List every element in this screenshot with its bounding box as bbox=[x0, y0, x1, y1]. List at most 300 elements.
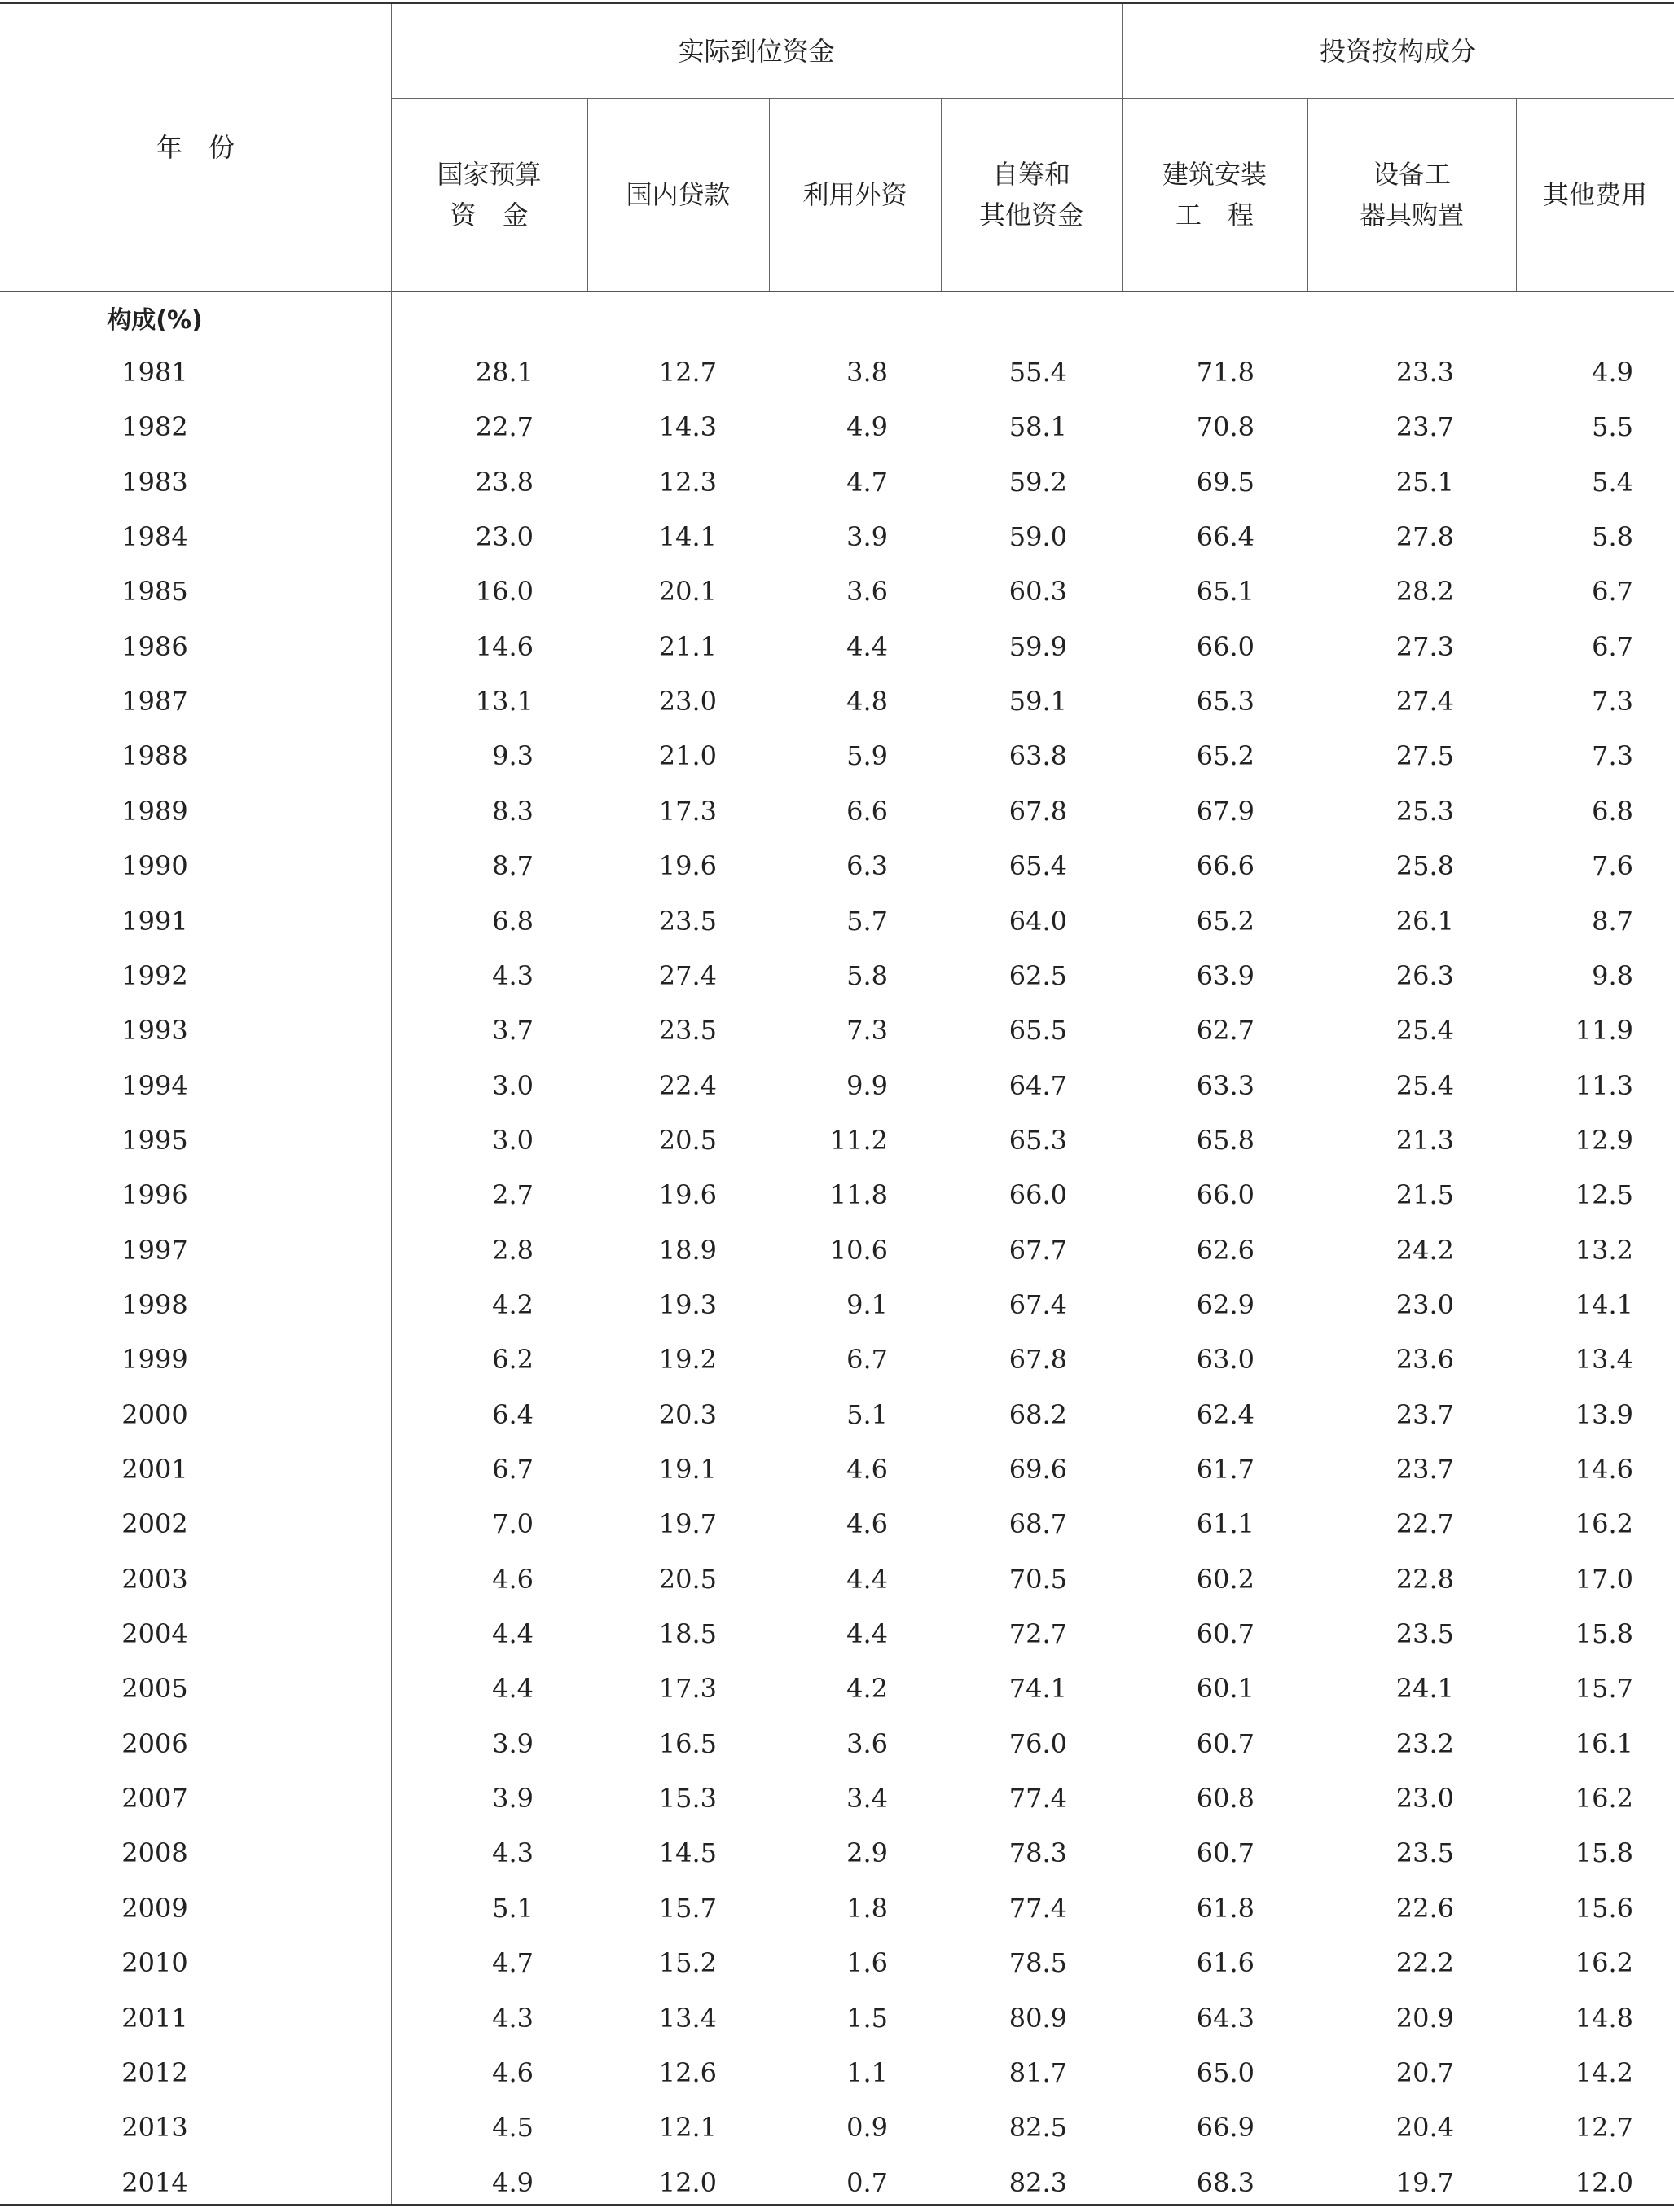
value-cell: 4.4 bbox=[846, 630, 888, 662]
value-cell: 5.8 bbox=[846, 959, 888, 991]
value-cell: 9.3 bbox=[492, 740, 534, 772]
value-cell: 14.3 bbox=[658, 411, 717, 443]
year-cell: 1983 bbox=[121, 466, 188, 498]
value-cell: 3.8 bbox=[846, 357, 888, 388]
value-cell: 82.3 bbox=[1008, 2166, 1067, 2198]
value-cell: 27.8 bbox=[1395, 521, 1454, 553]
header-bottom-rule bbox=[0, 291, 1674, 292]
value-cell: 23.6 bbox=[1395, 1344, 1454, 1376]
value-cell: 23.0 bbox=[1395, 1783, 1454, 1815]
value-cell: 1.1 bbox=[846, 2056, 888, 2088]
value-cell: 19.2 bbox=[658, 1344, 717, 1376]
value-cell: 6.6 bbox=[846, 795, 888, 827]
value-cell: 27.5 bbox=[1395, 740, 1454, 772]
value-cell: 12.1 bbox=[658, 2112, 717, 2144]
value-cell: 59.0 bbox=[1008, 521, 1067, 553]
value-cell: 14.1 bbox=[658, 521, 717, 553]
year-cell: 2012 bbox=[121, 2056, 188, 2088]
value-cell: 23.5 bbox=[658, 905, 717, 937]
value-cell: 63.3 bbox=[1196, 1069, 1254, 1101]
year-cell: 2006 bbox=[121, 1727, 188, 1759]
value-cell: 13.1 bbox=[475, 686, 534, 718]
value-cell: 66.0 bbox=[1196, 1179, 1254, 1211]
value-cell: 66.9 bbox=[1196, 2112, 1254, 2144]
value-cell: 67.7 bbox=[1008, 1234, 1067, 1266]
table-row bbox=[0, 1826, 1674, 1881]
value-cell: 6.7 bbox=[492, 1454, 534, 1485]
value-cell: 9.9 bbox=[846, 1069, 888, 1101]
value-cell: 4.5 bbox=[492, 2112, 534, 2144]
year-cell: 2007 bbox=[121, 1783, 188, 1815]
column-header-equipment-purchase: 设备工 器具购置 bbox=[1359, 158, 1464, 230]
value-cell: 66.0 bbox=[1196, 630, 1254, 662]
table-row bbox=[0, 510, 1674, 564]
value-cell: 15.7 bbox=[658, 1892, 717, 1924]
value-cell: 6.7 bbox=[1592, 630, 1633, 662]
value-cell: 4.9 bbox=[492, 2166, 534, 2198]
year-header: 年 份 bbox=[156, 132, 235, 163]
value-cell: 4.3 bbox=[492, 2002, 534, 2034]
value-cell: 12.9 bbox=[1575, 1124, 1633, 1156]
value-cell: 15.6 bbox=[1575, 1892, 1633, 1924]
value-cell: 16.1 bbox=[1575, 1727, 1633, 1759]
value-cell: 14.2 bbox=[1575, 2056, 1633, 2088]
value-cell: 3.7 bbox=[492, 1015, 534, 1047]
year-cell: 2004 bbox=[121, 1618, 188, 1650]
value-cell: 23.2 bbox=[1395, 1727, 1454, 1759]
value-cell: 4.3 bbox=[492, 959, 534, 991]
value-cell: 3.0 bbox=[492, 1069, 534, 1101]
value-cell: 69.5 bbox=[1196, 466, 1254, 498]
value-cell: 23.5 bbox=[1395, 1618, 1454, 1650]
value-cell: 16.2 bbox=[1575, 1783, 1633, 1815]
value-cell: 22.2 bbox=[1395, 1947, 1454, 1979]
value-cell: 8.3 bbox=[492, 795, 534, 827]
value-cell: 61.1 bbox=[1196, 1508, 1254, 1540]
year-cell: 2010 bbox=[121, 1947, 188, 1979]
table-row bbox=[0, 620, 1674, 674]
value-cell: 23.5 bbox=[658, 1015, 717, 1047]
table-row bbox=[0, 455, 1674, 510]
value-cell: 21.1 bbox=[658, 630, 717, 662]
value-cell: 62.9 bbox=[1196, 1288, 1254, 1320]
value-cell: 1.8 bbox=[846, 1892, 888, 1924]
table-row bbox=[0, 1717, 1674, 1771]
value-cell: 55.4 bbox=[1008, 357, 1067, 388]
table-row bbox=[0, 1113, 1674, 1168]
table-row bbox=[0, 949, 1674, 1003]
table-row bbox=[0, 1278, 1674, 1332]
value-cell: 13.4 bbox=[1575, 1344, 1633, 1376]
value-cell: 23.3 bbox=[1395, 357, 1454, 388]
value-cell: 60.3 bbox=[1008, 576, 1067, 608]
column-header-domestic-loans: 国内贷款 bbox=[626, 178, 731, 210]
value-cell: 27.4 bbox=[1395, 686, 1454, 718]
value-cell: 16.2 bbox=[1575, 1947, 1633, 1979]
value-cell: 65.8 bbox=[1196, 1124, 1254, 1156]
value-cell: 12.7 bbox=[658, 357, 717, 388]
table-row bbox=[0, 2046, 1674, 2100]
value-cell: 12.7 bbox=[1575, 2112, 1633, 2144]
value-cell: 63.0 bbox=[1196, 1344, 1254, 1376]
value-cell: 27.4 bbox=[658, 959, 717, 991]
value-cell: 21.5 bbox=[1395, 1179, 1454, 1211]
value-cell: 24.2 bbox=[1395, 1234, 1454, 1266]
value-cell: 62.7 bbox=[1196, 1015, 1254, 1047]
year-cell: 1996 bbox=[121, 1179, 188, 1211]
value-cell: 25.8 bbox=[1395, 850, 1454, 882]
value-cell: 20.4 bbox=[1395, 2112, 1454, 2144]
value-cell: 11.9 bbox=[1575, 1015, 1633, 1047]
value-cell: 1.5 bbox=[846, 2002, 888, 2034]
value-cell: 58.1 bbox=[1008, 411, 1067, 443]
value-cell: 59.2 bbox=[1008, 466, 1067, 498]
value-cell: 74.1 bbox=[1008, 1673, 1067, 1705]
value-cell: 1.6 bbox=[846, 1947, 888, 1979]
value-cell: 7.3 bbox=[1592, 686, 1633, 718]
value-cell: 23.7 bbox=[1395, 1398, 1454, 1430]
value-cell: 63.9 bbox=[1196, 959, 1254, 991]
value-cell: 4.4 bbox=[492, 1618, 534, 1650]
value-cell: 68.2 bbox=[1008, 1398, 1067, 1430]
value-cell: 14.8 bbox=[1575, 2002, 1633, 2034]
table-row bbox=[0, 1607, 1674, 1661]
column-header-self-raised-funds: 自筹和 其他资金 bbox=[978, 158, 1083, 230]
value-cell: 6.4 bbox=[492, 1398, 534, 1430]
value-cell: 8.7 bbox=[1592, 905, 1633, 937]
value-cell: 64.0 bbox=[1008, 905, 1067, 937]
value-cell: 20.5 bbox=[658, 1124, 717, 1156]
table-row bbox=[0, 894, 1674, 949]
value-cell: 15.2 bbox=[658, 1947, 717, 1979]
value-cell: 21.0 bbox=[658, 740, 717, 772]
year-cell: 1999 bbox=[121, 1344, 188, 1376]
value-cell: 59.9 bbox=[1008, 630, 1067, 662]
table-row bbox=[0, 1991, 1674, 2046]
value-cell: 4.7 bbox=[492, 1947, 534, 1979]
table-row bbox=[0, 2100, 1674, 2155]
value-cell: 65.3 bbox=[1008, 1124, 1067, 1156]
column-header-construction-installation: 建筑安装 工 程 bbox=[1162, 158, 1267, 230]
value-cell: 19.6 bbox=[658, 1179, 717, 1211]
value-cell: 18.9 bbox=[658, 1234, 717, 1266]
value-cell: 23.0 bbox=[475, 521, 534, 553]
value-cell: 23.7 bbox=[1395, 1454, 1454, 1485]
value-cell: 59.1 bbox=[1008, 686, 1067, 718]
year-cell: 2000 bbox=[121, 1398, 188, 1430]
value-cell: 60.7 bbox=[1196, 1727, 1254, 1759]
value-cell: 23.0 bbox=[658, 686, 717, 718]
value-cell: 22.7 bbox=[1395, 1508, 1454, 1540]
column-header-foreign-investment: 利用外资 bbox=[802, 178, 907, 210]
value-cell: 24.1 bbox=[1395, 1673, 1454, 1705]
year-cell: 1997 bbox=[121, 1234, 188, 1266]
value-cell: 4.2 bbox=[846, 1673, 888, 1705]
year-cell: 2005 bbox=[121, 1673, 188, 1705]
value-cell: 60.7 bbox=[1196, 1837, 1254, 1869]
value-cell: 15.7 bbox=[1575, 1673, 1633, 1705]
value-cell: 26.3 bbox=[1395, 959, 1454, 991]
value-cell: 4.6 bbox=[846, 1454, 888, 1485]
value-cell: 65.5 bbox=[1008, 1015, 1067, 1047]
value-cell: 20.7 bbox=[1395, 2056, 1454, 2088]
value-cell: 68.7 bbox=[1008, 1508, 1067, 1540]
value-cell: 3.6 bbox=[846, 576, 888, 608]
column-header-other-expenses: 其他费用 bbox=[1542, 178, 1647, 210]
value-cell: 77.4 bbox=[1008, 1783, 1067, 1815]
table-row bbox=[0, 2156, 1674, 2210]
value-cell: 23.8 bbox=[475, 466, 534, 498]
value-cell: 16.0 bbox=[475, 576, 534, 608]
value-cell: 4.6 bbox=[846, 1508, 888, 1540]
value-cell: 62.6 bbox=[1196, 1234, 1254, 1266]
value-cell: 71.8 bbox=[1196, 357, 1254, 388]
value-cell: 27.3 bbox=[1395, 630, 1454, 662]
year-cell: 1985 bbox=[121, 576, 188, 608]
value-cell: 69.6 bbox=[1008, 1454, 1067, 1485]
value-cell: 28.1 bbox=[475, 357, 534, 388]
value-cell: 4.7 bbox=[846, 466, 888, 498]
table-row bbox=[0, 564, 1674, 619]
value-cell: 66.4 bbox=[1196, 521, 1254, 553]
value-cell: 70.5 bbox=[1008, 1563, 1067, 1595]
value-cell: 62.5 bbox=[1008, 959, 1067, 991]
year-cell: 1995 bbox=[121, 1124, 188, 1156]
value-cell: 65.0 bbox=[1196, 2056, 1254, 2088]
value-cell: 5.8 bbox=[1592, 521, 1633, 553]
value-cell: 20.1 bbox=[658, 576, 717, 608]
value-cell: 16.2 bbox=[1575, 1508, 1633, 1540]
table-row bbox=[0, 674, 1674, 729]
year-cell: 2003 bbox=[121, 1563, 188, 1595]
table-row bbox=[0, 1771, 1674, 1826]
table-row bbox=[0, 1552, 1674, 1607]
value-cell: 15.8 bbox=[1575, 1837, 1633, 1869]
value-cell: 67.9 bbox=[1196, 795, 1254, 827]
year-cell: 2009 bbox=[121, 1892, 188, 1924]
value-cell: 20.3 bbox=[658, 1398, 717, 1430]
value-cell: 28.2 bbox=[1395, 576, 1454, 608]
table-row bbox=[0, 400, 1674, 454]
value-cell: 3.6 bbox=[846, 1727, 888, 1759]
value-cell: 9.1 bbox=[846, 1288, 888, 1320]
year-cell: 1989 bbox=[121, 795, 188, 827]
year-cell: 2001 bbox=[121, 1454, 188, 1485]
value-cell: 15.8 bbox=[1575, 1618, 1633, 1650]
value-cell: 20.9 bbox=[1395, 2002, 1454, 2034]
value-cell: 3.9 bbox=[846, 521, 888, 553]
value-cell: 5.1 bbox=[846, 1398, 888, 1430]
value-cell: 4.8 bbox=[846, 686, 888, 718]
value-cell: 17.0 bbox=[1575, 1563, 1633, 1595]
value-cell: 76.0 bbox=[1008, 1727, 1067, 1759]
value-cell: 2.7 bbox=[492, 1179, 534, 1211]
year-cell: 1984 bbox=[121, 521, 188, 553]
value-cell: 60.8 bbox=[1196, 1783, 1254, 1815]
table-row bbox=[0, 1059, 1674, 1113]
year-cell: 1986 bbox=[121, 630, 188, 662]
year-cell: 2008 bbox=[121, 1837, 188, 1869]
year-cell: 1990 bbox=[121, 850, 188, 882]
table-row bbox=[0, 1881, 1674, 1936]
value-cell: 6.2 bbox=[492, 1344, 534, 1376]
value-cell: 6.8 bbox=[1592, 795, 1633, 827]
investment-composition-group-header: 投资按构成分 bbox=[1319, 35, 1476, 67]
year-cell: 1987 bbox=[121, 686, 188, 718]
value-cell: 22.4 bbox=[658, 1069, 717, 1101]
value-cell: 12.0 bbox=[1575, 2166, 1633, 2198]
value-cell: 6.7 bbox=[846, 1344, 888, 1376]
value-cell: 14.6 bbox=[1575, 1454, 1633, 1485]
value-cell: 61.8 bbox=[1196, 1892, 1254, 1924]
value-cell: 60.1 bbox=[1196, 1673, 1254, 1705]
value-cell: 19.7 bbox=[658, 1508, 717, 1540]
value-cell: 19.1 bbox=[658, 1454, 717, 1485]
value-cell: 26.1 bbox=[1395, 905, 1454, 937]
table-row bbox=[0, 1936, 1674, 1990]
value-cell: 22.8 bbox=[1395, 1563, 1454, 1595]
value-cell: 7.0 bbox=[492, 1508, 534, 1540]
value-cell: 6.7 bbox=[1592, 576, 1633, 608]
value-cell: 12.5 bbox=[1575, 1179, 1633, 1211]
value-cell: 61.6 bbox=[1196, 1947, 1254, 1979]
value-cell: 25.4 bbox=[1395, 1015, 1454, 1047]
value-cell: 70.8 bbox=[1196, 411, 1254, 443]
value-cell: 4.6 bbox=[492, 1563, 534, 1595]
table-row bbox=[0, 729, 1674, 783]
year-cell: 2014 bbox=[121, 2166, 188, 2198]
value-cell: 9.8 bbox=[1592, 959, 1633, 991]
table-row bbox=[0, 1442, 1674, 1497]
value-cell: 17.3 bbox=[658, 1673, 717, 1705]
value-cell: 23.5 bbox=[1395, 1837, 1454, 1869]
value-cell: 64.7 bbox=[1008, 1069, 1067, 1101]
value-cell: 68.3 bbox=[1196, 2166, 1254, 2198]
value-cell: 22.6 bbox=[1395, 1892, 1454, 1924]
year-cell: 2011 bbox=[121, 2002, 188, 2034]
table-row bbox=[0, 345, 1674, 400]
value-cell: 2.8 bbox=[492, 1234, 534, 1266]
value-cell: 10.6 bbox=[829, 1234, 888, 1266]
value-cell: 16.5 bbox=[658, 1727, 717, 1759]
value-cell: 19.6 bbox=[658, 850, 717, 882]
value-cell: 5.9 bbox=[846, 740, 888, 772]
value-cell: 66.6 bbox=[1196, 850, 1254, 882]
year-cell: 1998 bbox=[121, 1288, 188, 1320]
value-cell: 5.4 bbox=[1592, 466, 1633, 498]
value-cell: 14.1 bbox=[1575, 1288, 1633, 1320]
value-cell: 13.4 bbox=[658, 2002, 717, 2034]
value-cell: 5.5 bbox=[1592, 411, 1633, 443]
value-cell: 65.1 bbox=[1196, 576, 1254, 608]
year-cell: 1981 bbox=[121, 357, 188, 388]
value-cell: 3.4 bbox=[846, 1783, 888, 1815]
year-cell: 1992 bbox=[121, 959, 188, 991]
value-cell: 12.0 bbox=[658, 2166, 717, 2198]
value-cell: 0.7 bbox=[846, 2166, 888, 2198]
actual-funds-group-header: 实际到位资金 bbox=[678, 35, 835, 67]
value-cell: 82.5 bbox=[1008, 2112, 1067, 2144]
value-cell: 5.7 bbox=[846, 905, 888, 937]
value-cell: 4.3 bbox=[492, 1837, 534, 1869]
value-cell: 3.9 bbox=[492, 1727, 534, 1759]
value-cell: 13.2 bbox=[1575, 1234, 1633, 1266]
table-row bbox=[0, 1388, 1674, 1442]
value-cell: 77.4 bbox=[1008, 1892, 1067, 1924]
value-cell: 80.9 bbox=[1008, 2002, 1067, 2034]
value-cell: 14.6 bbox=[475, 630, 534, 662]
value-cell: 78.3 bbox=[1008, 1837, 1067, 1869]
value-cell: 63.8 bbox=[1008, 740, 1067, 772]
value-cell: 4.2 bbox=[492, 1288, 534, 1320]
table-row bbox=[0, 1003, 1674, 1058]
value-cell: 78.5 bbox=[1008, 1947, 1067, 1979]
value-cell: 17.3 bbox=[658, 795, 717, 827]
table-row bbox=[0, 784, 1674, 839]
value-cell: 18.5 bbox=[658, 1618, 717, 1650]
value-cell: 19.7 bbox=[1395, 2166, 1454, 2198]
value-cell: 4.9 bbox=[1592, 357, 1633, 388]
value-cell: 64.3 bbox=[1196, 2002, 1254, 2034]
value-cell: 4.4 bbox=[846, 1563, 888, 1595]
value-cell: 61.7 bbox=[1196, 1454, 1254, 1485]
value-cell: 13.9 bbox=[1575, 1398, 1633, 1430]
value-cell: 25.3 bbox=[1395, 795, 1454, 827]
value-cell: 81.7 bbox=[1008, 2056, 1067, 2088]
value-cell: 8.7 bbox=[492, 850, 534, 882]
value-cell: 60.2 bbox=[1196, 1563, 1254, 1595]
value-cell: 67.8 bbox=[1008, 795, 1067, 827]
value-cell: 7.3 bbox=[846, 1015, 888, 1047]
value-cell: 65.4 bbox=[1008, 850, 1067, 882]
value-cell: 14.5 bbox=[658, 1837, 717, 1869]
value-cell: 72.7 bbox=[1008, 1618, 1067, 1650]
value-cell: 65.2 bbox=[1196, 905, 1254, 937]
table-row bbox=[0, 1332, 1674, 1387]
value-cell: 4.4 bbox=[846, 1618, 888, 1650]
value-cell: 7.6 bbox=[1592, 850, 1633, 882]
value-cell: 21.3 bbox=[1395, 1124, 1454, 1156]
table-row bbox=[0, 1497, 1674, 1551]
year-cell: 1994 bbox=[121, 1069, 188, 1101]
value-cell: 66.0 bbox=[1008, 1179, 1067, 1211]
value-cell: 5.1 bbox=[492, 1892, 534, 1924]
value-cell: 60.7 bbox=[1196, 1618, 1254, 1650]
value-cell: 23.7 bbox=[1395, 411, 1454, 443]
column-header-state-budget: 国家预算 资 金 bbox=[437, 158, 542, 230]
value-cell: 19.3 bbox=[658, 1288, 717, 1320]
value-cell: 4.4 bbox=[492, 1673, 534, 1705]
table-row bbox=[0, 1223, 1674, 1278]
value-cell: 3.0 bbox=[492, 1124, 534, 1156]
value-cell: 23.0 bbox=[1395, 1288, 1454, 1320]
value-cell: 67.8 bbox=[1008, 1344, 1067, 1376]
value-cell: 0.9 bbox=[846, 2112, 888, 2144]
year-cell: 1993 bbox=[121, 1015, 188, 1047]
year-cell: 1982 bbox=[121, 411, 188, 443]
value-cell: 25.1 bbox=[1395, 466, 1454, 498]
year-cell: 1991 bbox=[121, 905, 188, 937]
year-cell: 1988 bbox=[121, 740, 188, 772]
table-row bbox=[0, 1168, 1674, 1222]
value-cell: 67.4 bbox=[1008, 1288, 1067, 1320]
value-cell: 62.4 bbox=[1196, 1398, 1254, 1430]
value-cell: 12.6 bbox=[658, 2056, 717, 2088]
value-cell: 20.5 bbox=[658, 1563, 717, 1595]
value-cell: 6.3 bbox=[846, 850, 888, 882]
table-row bbox=[0, 839, 1674, 893]
value-cell: 15.3 bbox=[658, 1783, 717, 1815]
